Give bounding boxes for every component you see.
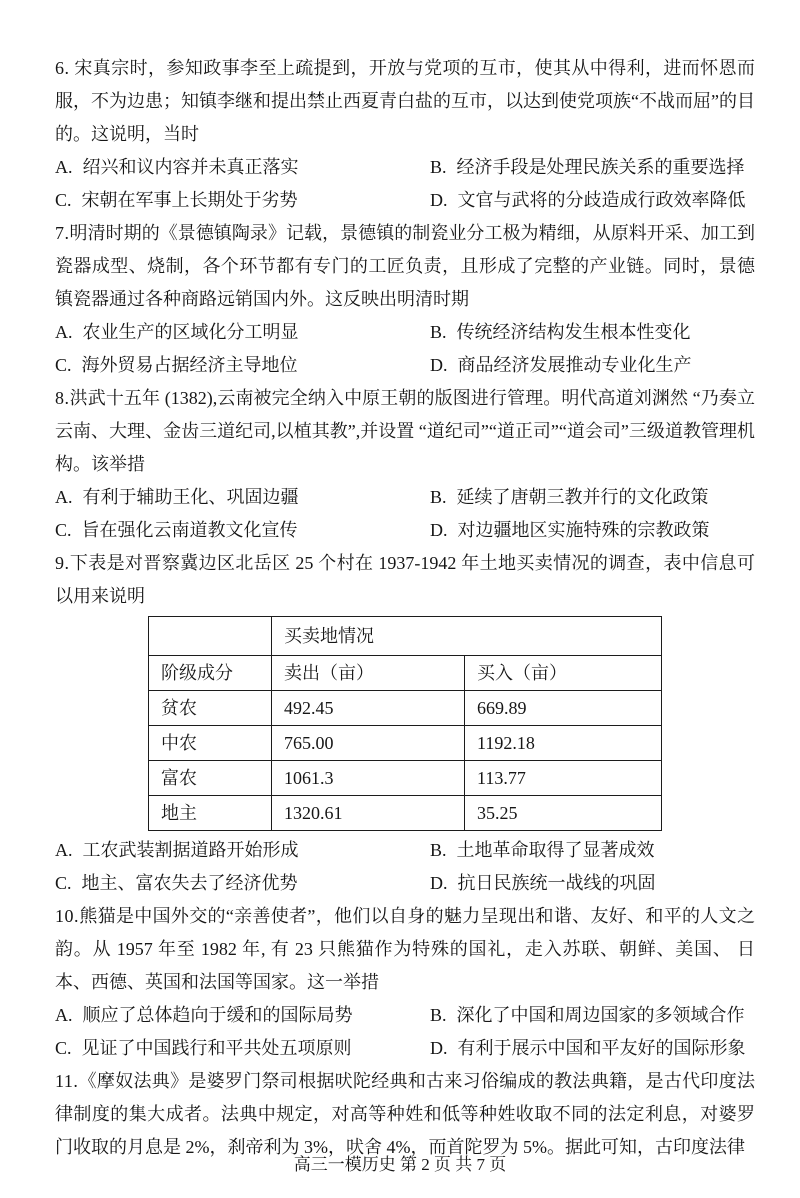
question-6-number: 6.: [55, 58, 70, 78]
question-8-options: [55, 481, 755, 547]
table-cell: 1061.3: [272, 761, 465, 796]
table-cell: 1192.18: [465, 726, 662, 761]
question-7-stem: [55, 217, 755, 316]
option-10-a-label: A.: [55, 1005, 73, 1025]
option-7-a-label: A.: [55, 322, 73, 342]
option-8-b: [430, 481, 755, 514]
option-10-d-text: 有利于展示中国和平友好的国际形象: [457, 1038, 746, 1058]
table-row: [149, 761, 662, 796]
option-8-c-text: 旨在强化云南道教文化宣传: [81, 520, 298, 540]
question-10: [55, 900, 755, 1065]
option-10-b: [430, 999, 755, 1032]
table-cell: 113.77: [465, 761, 662, 796]
option-9-a-label: A.: [55, 840, 73, 860]
option-9-d-text: 抗日民族统一战线的巩固: [457, 873, 656, 893]
question-6-options: [55, 151, 755, 217]
question-10-number: 10.: [55, 906, 79, 926]
option-7-d: [430, 349, 755, 382]
question-8: [55, 382, 755, 547]
land-sale-table: [148, 616, 662, 831]
question-9-options: [55, 834, 755, 900]
option-9-a: [55, 834, 430, 867]
option-6-a-label: A.: [55, 157, 73, 177]
table-row: [149, 726, 662, 761]
option-7-d-label: D.: [430, 355, 448, 375]
question-8-number: 8.: [55, 388, 70, 408]
option-6-d: [430, 184, 755, 217]
question-6-stem: [55, 52, 755, 151]
option-7-c-text: 海外贸易占据经济主导地位: [81, 355, 298, 375]
question-6: [55, 52, 755, 217]
option-7-b-text: 传统经济结构发生根本性变化: [456, 322, 691, 342]
option-6-c-text: 宋朝在军事上长期处于劣势: [81, 190, 298, 210]
option-8-d: [430, 514, 755, 547]
option-10-b-label: B.: [430, 1005, 447, 1025]
question-7-number: 7.: [55, 223, 70, 243]
option-10-c: [55, 1032, 430, 1065]
option-8-a-label: A.: [55, 487, 73, 507]
option-6-b-text: 经济手段是处理民族关系的重要选择: [456, 157, 745, 177]
table-cell: 1320.61: [272, 796, 465, 831]
question-11-number: 11.: [55, 1071, 79, 1091]
option-10-a: [55, 999, 430, 1032]
question-11-text: 《摩奴法典》是婆罗门祭司根据吠陀经典和古来习俗编成的教法典籍，是古代印度法律制度的集大成者。法典中规定，对高等种姓和低等种姓收取不同的法定利息，对婆罗门收取的月息是 2%，刹帝利为 3%，吠舍 4%，而首陀罗为 5%。据此可知，古印度法律: [55, 1071, 755, 1157]
option-9-c-text: 地主、富农失去了经济优势: [81, 873, 298, 893]
option-10-c-text: 见证了中国践行和平共处五项原则: [81, 1038, 352, 1058]
option-9-d-label: D.: [430, 873, 448, 893]
question-8-stem: [55, 382, 755, 481]
question-10-options: [55, 999, 755, 1065]
option-8-d-text: 对边疆地区实施特殊的宗教政策: [457, 520, 710, 540]
option-8-a-text: 有利于辅助王化、巩固边疆: [82, 487, 299, 507]
option-6-d-text: 文官与武将的分歧造成行政效率降低: [457, 190, 746, 210]
table-cell: 492.45: [272, 691, 465, 726]
question-7-text: 明清时期的《景德镇陶录》记载，景德镇的制瓷业分工极为精细，从原料开采、加工到瓷器成型、烧制，各个环节都有专门的工匠负责，且形成了完整的产业链。同时，景德镇瓷器通过各种商路远销国内外。这反映出明清时期: [55, 223, 755, 309]
table-cell: 35.25: [465, 796, 662, 831]
table-cell: 富农: [149, 761, 272, 796]
table-header-row: [149, 656, 662, 691]
question-9: [55, 547, 755, 900]
option-8-b-text: 延续了唐朝三教并行的文化政策: [456, 487, 709, 507]
option-6-b: [430, 151, 755, 184]
table-cell: 669.89: [465, 691, 662, 726]
option-6-c: [55, 184, 430, 217]
table-col-header: 卖出（亩）: [272, 656, 465, 691]
option-6-d-label: D.: [430, 190, 448, 210]
option-10-d-label: D.: [430, 1038, 448, 1058]
option-7-b-label: B.: [430, 322, 447, 342]
table-cell-empty: [149, 617, 272, 656]
option-10-a-text: 顺应了总体趋向于缓和的国际局势: [82, 1005, 353, 1025]
option-8-a: [55, 481, 430, 514]
table-cell: 地主: [149, 796, 272, 831]
table-col-header: 买入（亩）: [465, 656, 662, 691]
option-6-a: [55, 151, 430, 184]
page-footer: 高三一模历史 第 2 页 共 7 页: [293, 1155, 507, 1174]
option-10-c-label: C.: [55, 1038, 72, 1058]
option-10-b-text: 深化了中国和周边国家的多领域合作: [456, 1005, 745, 1025]
table-col-header: 阶级成分: [149, 656, 272, 691]
option-7-a-text: 农业生产的区域化分工明显: [82, 322, 299, 342]
option-9-d: [430, 867, 755, 900]
question-9-stem: [55, 547, 755, 613]
table-row: [149, 796, 662, 831]
option-9-b-text: 土地革命取得了显著成效: [456, 840, 655, 860]
table-cell: 贫农: [149, 691, 272, 726]
option-10-d: [430, 1032, 755, 1065]
option-9-b: [430, 834, 755, 867]
question-10-stem: [55, 900, 755, 999]
option-8-b-label: B.: [430, 487, 447, 507]
table-span-header: 买卖地情况: [272, 617, 662, 656]
option-9-b-label: B.: [430, 840, 447, 860]
option-7-b: [430, 316, 755, 349]
table-cell: 765.00: [272, 726, 465, 761]
question-8-text: 洪武十五年 (1382),云南被完全纳入中原王朝的版图进行管理。明代高道刘渊然 “乃奏立云南、大理、金齿三道纪司,以植其教”,并设置 “道纪司”“道正司”“道会司”三级道教管理机构。该举措: [55, 388, 755, 474]
option-6-a-text: 绍兴和议内容并未真正落实: [82, 157, 299, 177]
table-row: [149, 691, 662, 726]
option-8-d-label: D.: [430, 520, 448, 540]
question-9-number: 9.: [55, 553, 70, 573]
question-10-text: 熊猫是中国外交的“亲善使者”，他们以自身的魅力呈现出和谐、友好、和平的人文之韵。从 1957 年至 1982 年, 有 23 只熊猫作为特殊的国礼，走入苏联、朝鲜、美国、 日本、西德、英国和法国等国家。这一举措: [55, 906, 755, 992]
option-9-c: [55, 867, 430, 900]
option-7-d-text: 商品经济发展推动专业化生产: [457, 355, 692, 375]
option-7-a: [55, 316, 430, 349]
option-8-c: [55, 514, 430, 547]
option-9-a-text: 工农武装割据道路开始形成: [82, 840, 299, 860]
question-7-options: [55, 316, 755, 382]
option-7-c: [55, 349, 430, 382]
question-6-text: 宋真宗时，参知政事李至上疏提到，开放与党项的互市，使其从中得利，进而怀恩而服，不为边患；知镇李继和提出禁止西夏青白盐的互市，以达到使党项族“不战而屈”的目的。这说明，当时: [55, 58, 755, 144]
table-cell: 中农: [149, 726, 272, 761]
option-6-b-label: B.: [430, 157, 447, 177]
table-row: [149, 617, 662, 656]
question-7: [55, 217, 755, 382]
option-8-c-label: C.: [55, 520, 72, 540]
option-6-c-label: C.: [55, 190, 72, 210]
option-9-c-label: C.: [55, 873, 72, 893]
option-7-c-label: C.: [55, 355, 72, 375]
question-9-text: 下表是对晋察冀边区北岳区 25 个村在 1937-1942 年土地买卖情况的调查，表中信息可以用来说明: [55, 553, 755, 606]
